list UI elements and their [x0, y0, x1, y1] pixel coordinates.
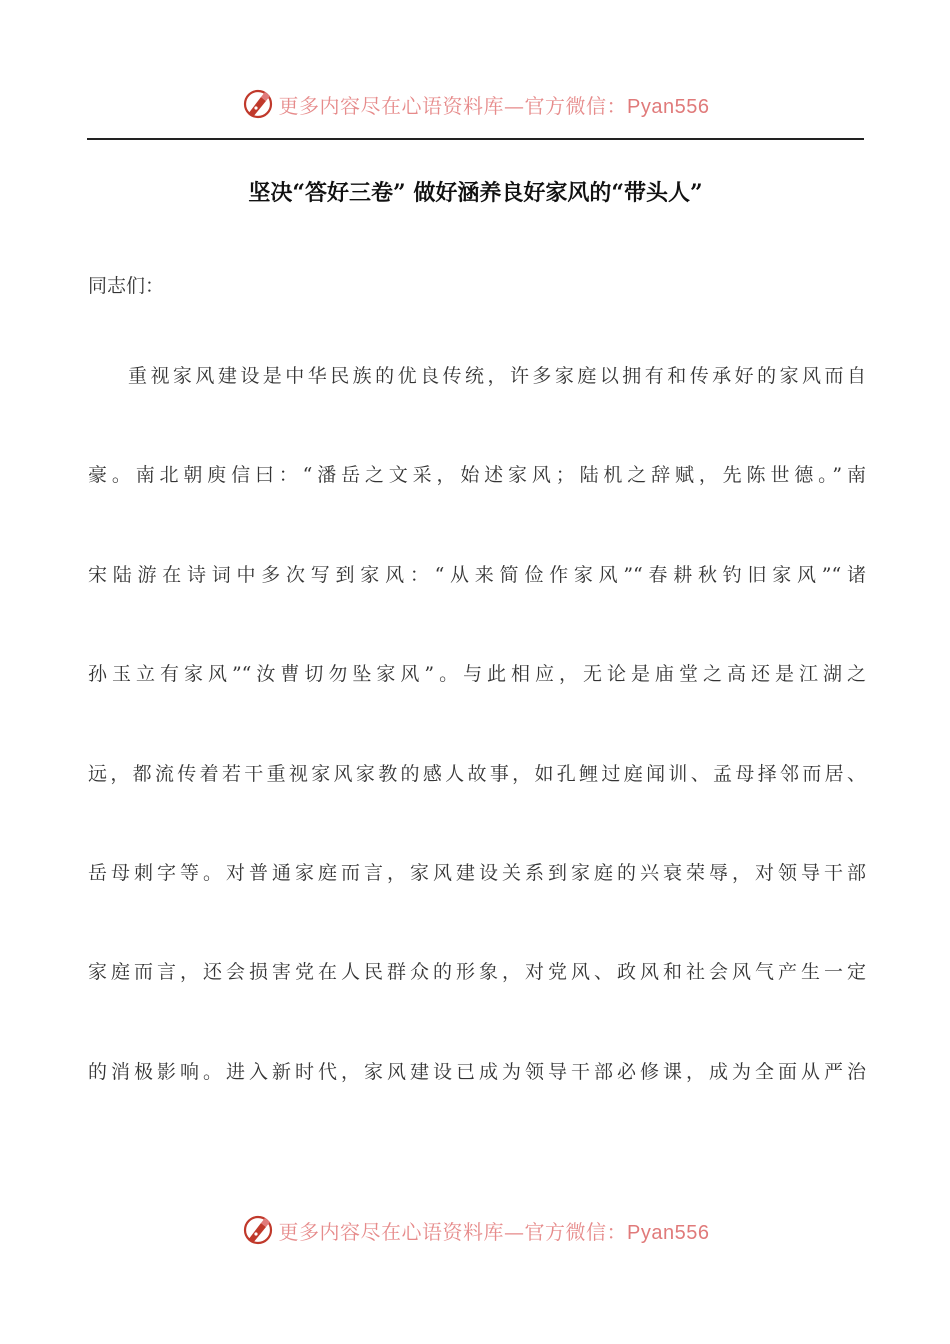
header-banner [0, 84, 950, 124]
document-title: 坚决“答好三卷” 做好涵养良好家风的“带头人” [248, 180, 703, 206]
footer-banner-content [241, 1213, 710, 1247]
header-divider [87, 138, 864, 140]
paragraph-line-6: 岳母刺字等。对普通家庭而言，家风建设关系到家庭的兴衰荣辱，对领导干部 [88, 862, 866, 884]
paragraph-line-7: 家庭而言，还会损害党在人民群众的形象，对党风、政风和社会风气产生一定 [88, 961, 866, 983]
header-banner-text [279, 90, 710, 119]
footer-banner-label: 更多内容尽在心语资料库—官方微信： [278, 1219, 628, 1244]
paragraph-line-4: 孙玉立有家风”“汝曹切勿坠家风”。与此相应，无论是庙堂之高还是江湖之 [88, 663, 866, 685]
footer-banner-id: Pyan556 [627, 1221, 710, 1244]
header-banner-label: 更多内容尽在心语资料库—官方微信： [278, 93, 628, 118]
paragraph-line-3: 宋陆游在诗词中多次写到家风：“从来简俭作家风”“春耕秋钓旧家风”“诸 [88, 564, 866, 586]
salutation: 同志们： [88, 275, 165, 297]
paragraph-line-1: 重视家风建设是中华民族的优良传统，许多家庭以拥有和传承好的家风而自 [128, 365, 866, 387]
footer-banner-text [279, 1216, 710, 1245]
paragraph-line-8: 的消极影响。进入新时代，家风建设已成为领导干部必修课，成为全面从严治 [88, 1061, 866, 1083]
header-banner-id: Pyan556 [627, 95, 710, 118]
paragraph-line-5: 远，都流传着若干重视家风家教的感人故事，如孔鲤过庭闻训、孟母择邻而居、 [88, 763, 866, 785]
paragraph-line-2: 豪。南北朝庾信曰：“潘岳之文采，始述家风；陆机之辞赋，先陈世德。”南 [88, 464, 866, 486]
pen-nib-logo-icon [241, 87, 275, 121]
footer-banner [0, 1210, 950, 1250]
header-banner-content [241, 87, 710, 121]
pen-nib-logo-icon [241, 1213, 275, 1247]
